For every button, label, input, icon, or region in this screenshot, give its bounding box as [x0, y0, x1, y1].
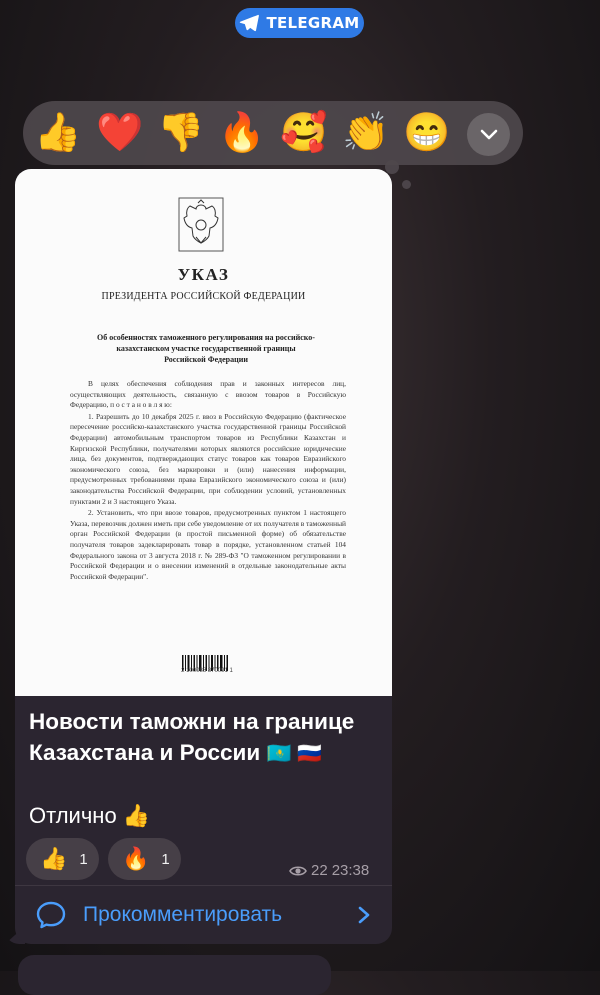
comment-text: Отлично — [29, 803, 117, 828]
caption-text: Новости таможни на границе Казахстана и России — [29, 709, 355, 765]
view-count: 22 — [311, 862, 328, 879]
telegram-icon — [239, 14, 259, 32]
message-comment — [29, 803, 150, 829]
thumbs-up-icon: 👍 — [40, 846, 68, 871]
message-caption — [29, 706, 379, 770]
telegram-badge — [235, 8, 364, 38]
reaction-red-heart[interactable]: ❤️ — [96, 112, 144, 154]
reaction-chip-fire[interactable] — [108, 838, 181, 880]
document-heading: Об особенностях таможенного регулирования на российско-казахстанском участке государственной границы Российской Федерации — [97, 333, 315, 364]
comment-bubble-icon — [35, 900, 67, 930]
reaction-smiling-face-with-hearts[interactable]: 🥰 — [280, 112, 328, 154]
document-clause-2: 2. Установить, что при ввозе товаров, предусмотренных пунктом 1 настоящего Указа, перевозчик должен иметь при себе уведомление от их получателя в таможенный орган Российской Федерации (в простой письменной форме) об обязательстве получателя товаров задекларировать товар в порядке, установленном статьей 104 Федерального закона от 3 августа 2018 г. № 289-ФЗ "О таможенном регулировании в Российской Федерации и о внесении изменений в отдельные законодательные акты Российской Федерации". — [70, 508, 346, 581]
comment-emoji: 👍 — [122, 803, 151, 828]
reaction-chip-thumbs-up[interactable] — [26, 838, 99, 880]
document-intro: В целях обеспечения соблюдения прав и законных интересов лиц, осуществляющих деятельность, связанную с ввозом товаров в Российскую Федерацию, п о с т а н о в л я ю: — [70, 379, 346, 410]
document-image[interactable] — [15, 169, 392, 696]
badge-label: TELEGRAM — [266, 14, 360, 32]
chevron-down-icon — [480, 129, 498, 141]
reaction-grinning-face[interactable]: 😁 — [403, 112, 451, 154]
eye-icon — [289, 865, 307, 877]
message-meta — [289, 862, 369, 879]
comment-button[interactable] — [15, 886, 392, 944]
document-clause-1: 1. Разрешить до 10 декабря 2025 г. ввоз в Российскую Федерацию (фактическое пересечение российско-казахстанского участка государственной границы Российской Федерации) автомобильным транспортом товаров из Республики Казахстан и Киргизской Республики, получателями которых являются российские юридические лица, без документов, подтверждающих статус товаров как товаров Евразийского экономического союза, без маркировки и (или) нанесения информации, предусмотренных требованиями права Евразийского экономического союза и (или) законодательства Российской Федерации, при соблюдении условий, установленных пунктами 2 и 3 настоящего Указа. — [70, 411, 346, 506]
message-bubble[interactable] — [15, 169, 392, 944]
reaction-thumbs-up[interactable]: 👍 — [34, 112, 82, 154]
fire-icon: 🔥 — [122, 846, 150, 871]
coat-of-arms-emblem — [178, 197, 224, 252]
document-body — [70, 379, 346, 583]
caption-flags: 🇰🇿 🇷🇺 — [266, 743, 322, 765]
reaction-count: 1 — [79, 850, 88, 868]
message-time: 23:38 — [331, 862, 370, 879]
reaction-count: 1 — [161, 850, 170, 868]
reaction-clapping-hands[interactable]: 👏 — [342, 112, 390, 154]
next-message-bubble[interactable] — [18, 955, 331, 995]
reaction-thumbs-down[interactable]: 👎 — [157, 112, 205, 154]
comment-button-label: Прокомментировать — [83, 903, 283, 926]
more-reactions-button[interactable] — [467, 113, 510, 156]
reaction-picker-tail-dot — [402, 180, 411, 189]
reaction-fire[interactable]: 🔥 — [218, 112, 266, 154]
barcode-number: 2 100088 870091 1 — [181, 668, 233, 674]
document-title: УКАЗ — [177, 265, 230, 284]
document-subtitle: ПРЕЗИДЕНТА РОССИЙСКОЙ ФЕДЕРАЦИИ — [101, 291, 306, 302]
chevron-right-icon — [357, 905, 371, 925]
